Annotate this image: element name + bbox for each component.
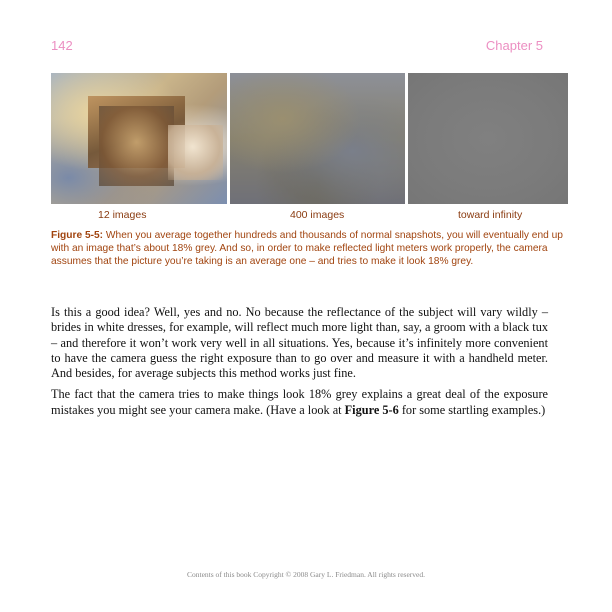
average-400-images-photo (230, 73, 405, 204)
running-head (51, 38, 543, 56)
average-infinity-grey-photo (408, 73, 568, 204)
chapter-title: Chapter 5 (485, 38, 543, 53)
figure-5-6-reference: Figure 5-6 (344, 402, 399, 417)
body-text (51, 305, 548, 424)
panel-captions (51, 209, 568, 223)
figure-caption (51, 230, 571, 268)
photo-overlay-tile (99, 106, 174, 186)
figure-5-5 (51, 73, 568, 204)
figure-caption-text: When you average together hundreds and thousands of normal snapshots, you will eventually end up with an image that’s about 18% grey. And so, in order to make reflected light meters work properly, the camera assumes that the picture you’re taking is an average one – and tries to make it look 18% grey. (51, 230, 563, 267)
panel-caption-400: 400 images (290, 209, 345, 221)
panel-caption-12: 12 images (98, 209, 147, 221)
body-paragraph-1: Is this a good idea? Well, yes and no. No because the reflectance of the subject will vary wildly – brides in white dresses, for example, will reflect much more light than, say, a groom with a black tux – and therefore it won’t work very well in all situations. Yes, because it’s infinitely more convenient to have the camera guess the right exposure than to go over and measure it with a handheld meter. And besides, for average subjects this method works just fine. (51, 305, 548, 381)
photo-overlay-tile (168, 125, 223, 180)
paragraph-2-text-start: The fact that the camera tries to make things look 18% grey explains a great deal of the exposure mistakes you might see your camera make. (Have a look at (51, 387, 548, 417)
average-12-images-photo (51, 73, 227, 204)
page-number: 142 (51, 38, 73, 53)
copyright-footer: Contents of this book Copyright © 2008 Gary L. Friedman. All rights reserved. (187, 570, 425, 579)
paragraph-2-text-end: for some startling examples.) (398, 402, 546, 417)
figure-caption-label: Figure 5-5: (51, 230, 104, 241)
panel-caption-infinity: toward infinity (458, 209, 523, 221)
body-paragraph-2 (51, 387, 548, 418)
